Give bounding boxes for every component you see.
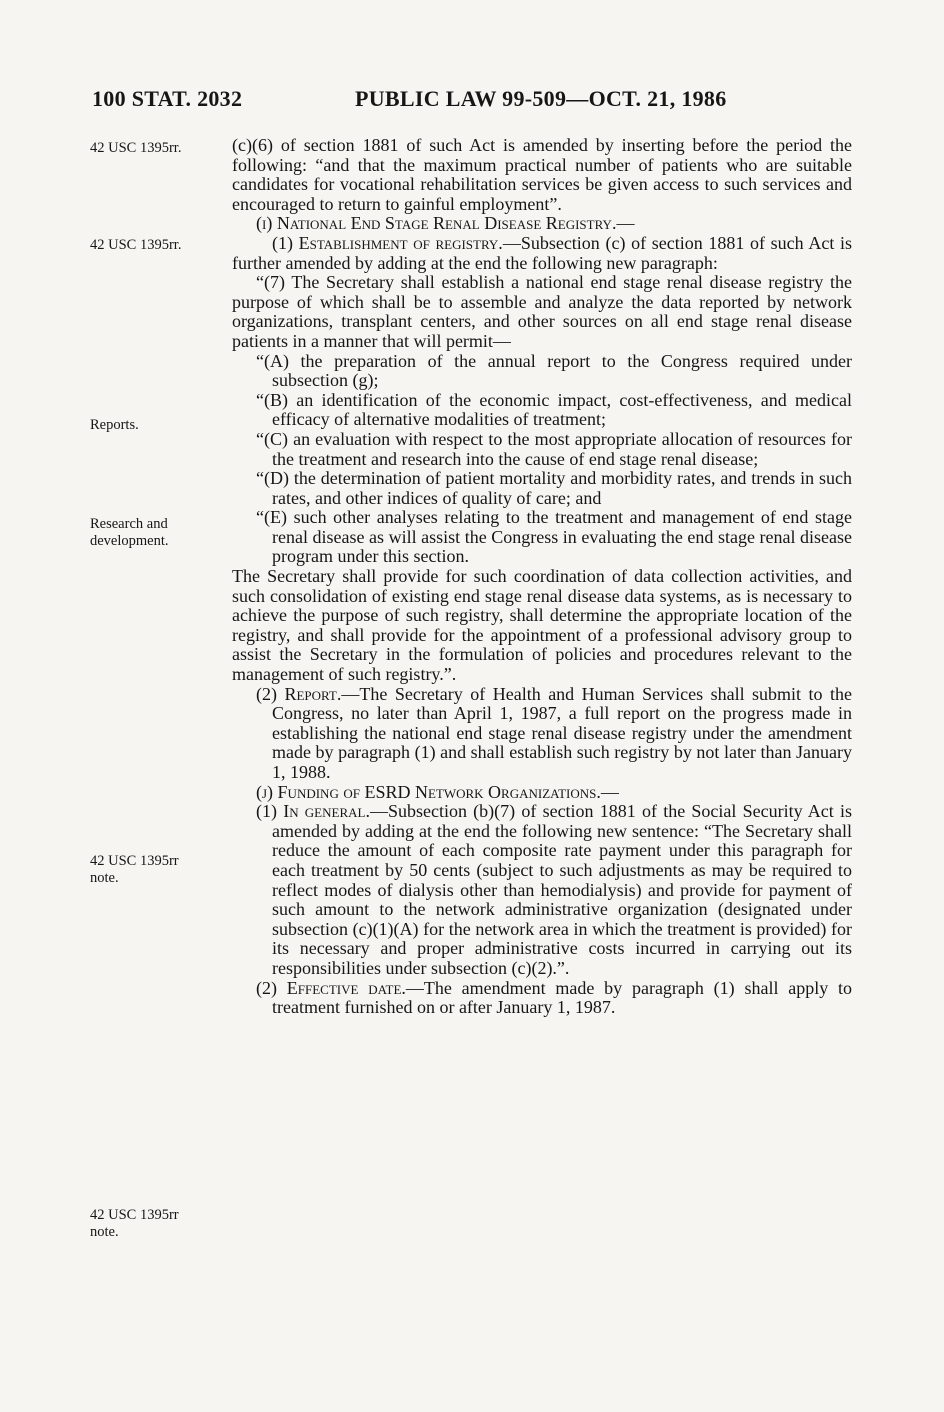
margin-note-research: Research and development.	[90, 516, 169, 549]
paragraph-c6-amendment: (c)(6) of section 1881 of such Act is amended by inserting before the period the following: “and that the maximum practical number of patients who are suitable candidates for vocational rehabilitation services be given access to such services and encouraged to return to gainful employment”.	[232, 135, 852, 214]
paragraph-i1-heading: (1) Establishment of registry.	[272, 232, 503, 253]
paragraph-i2-heading: (2) Report.	[256, 683, 342, 704]
margin-note-usc-1: 42 USC 1395rr.	[90, 140, 182, 156]
page-header	[0, 86, 944, 116]
paragraph-i2	[232, 685, 852, 783]
quoted-subparagraph-c: “(C) an evaluation with respect to the most appropriate allocation of resources for the treatment and research into the cause of end stage renal disease;	[256, 428, 852, 469]
quoted-subparagraph-d: “(D) the determination of patient mortality and morbidity rates, and trends in such rates, and other indices of quality of care; and	[256, 468, 852, 508]
statute-page-number: 100 STAT. 2032	[92, 86, 243, 111]
margin-note-usc-note-1: 42 USC 1395rr note.	[90, 853, 179, 886]
paragraph-i1	[232, 234, 852, 273]
statute-body	[232, 136, 852, 1018]
paragraph-j1	[232, 802, 852, 978]
margin-note-reports: Reports.	[90, 417, 139, 433]
quoted-subparagraph-e: “(E) such other analyses relating to the treatment and management of end stage renal disease as will assist the Congress in evaluating the end stage renal disease program under this section.	[256, 507, 852, 567]
quoted-paragraph-7: “(7) The Secretary shall establish a national end stage renal disease registry the purpose of which shall be to assemble and analyze the data reported by network organizations, transplant centers, and other sources on all end stage renal disease patients in a manner that will permit—	[232, 272, 852, 351]
paragraph-i1-text: —Subsection (c) of section 1881 of such Act is further amended by adding at the end the following new paragraph:	[232, 232, 852, 273]
paragraph-j1-heading: (1) In general.	[256, 801, 370, 822]
paragraph-i2-text: —The Secretary of Health and Human Services shall submit to the Congress, no later than April 1, 1987, a full report on the progress made in establishing the national end stage renal disease registry under the amendment made by paragraph (1) and shall establish such registry by not later than January 1, 1988.	[272, 683, 853, 782]
paragraph-j2-heading: (2) Effective date.	[256, 977, 406, 998]
margin-note-usc-note-2: 42 USC 1395rr note.	[90, 1207, 179, 1240]
section-i-heading: (i) National End Stage Renal Disease Registry.—	[256, 213, 635, 234]
paragraph-j2-text: —The amendment made by paragraph (1) shall apply to treatment furnished on or after January 1, 1987.	[272, 977, 852, 1018]
section-j-heading: (j) Funding of ESRD Network Organizations.—	[256, 781, 619, 802]
quoted-subparagraph-a: “(A) the preparation of the annual report to the Congress required under subsection (g);	[256, 350, 852, 391]
paragraph-j1-text: —Subsection (b)(7) of section 1881 of the Social Security Act is amended by adding at the end the following new sentence: “The Secretary shall reduce the amount of each composite rate payment under this paragraph for each treatment by 50 cents (subject to such adjustments as may be required to reflect modes of dialysis other than hemodialysis) and provide for payment of such amount to the network administrative organization (designated under subsection (c)(1)(A) for the network area in which the treatment is provided) for its necessary and proper administrative costs incurred in carrying out its responsibilities under subsection (c)(2).”.	[272, 801, 853, 978]
paragraph-j2	[232, 979, 852, 1018]
margin-note-usc-2: 42 USC 1395rr.	[90, 237, 182, 253]
public-law-title: PUBLIC LAW 99-509—OCT. 21, 1986	[355, 86, 727, 111]
quoted-subparagraph-b: “(B) an identification of the economic impact, cost-effectiveness, and medical efficacy of alternative modalities of treatment;	[256, 389, 852, 430]
flush-paragraph: The Secretary shall provide for such coordination of data collection activities, and such consolidation of existing end stage renal disease data systems, as is necessary to achieve the purpose of such registry, shall determine the appropriate location of the registry, and shall provide for the appointment of a professional advisory group to assist the Secretary in the formulation of policies and procedures relevant to the management of such registry.”.	[232, 566, 852, 685]
